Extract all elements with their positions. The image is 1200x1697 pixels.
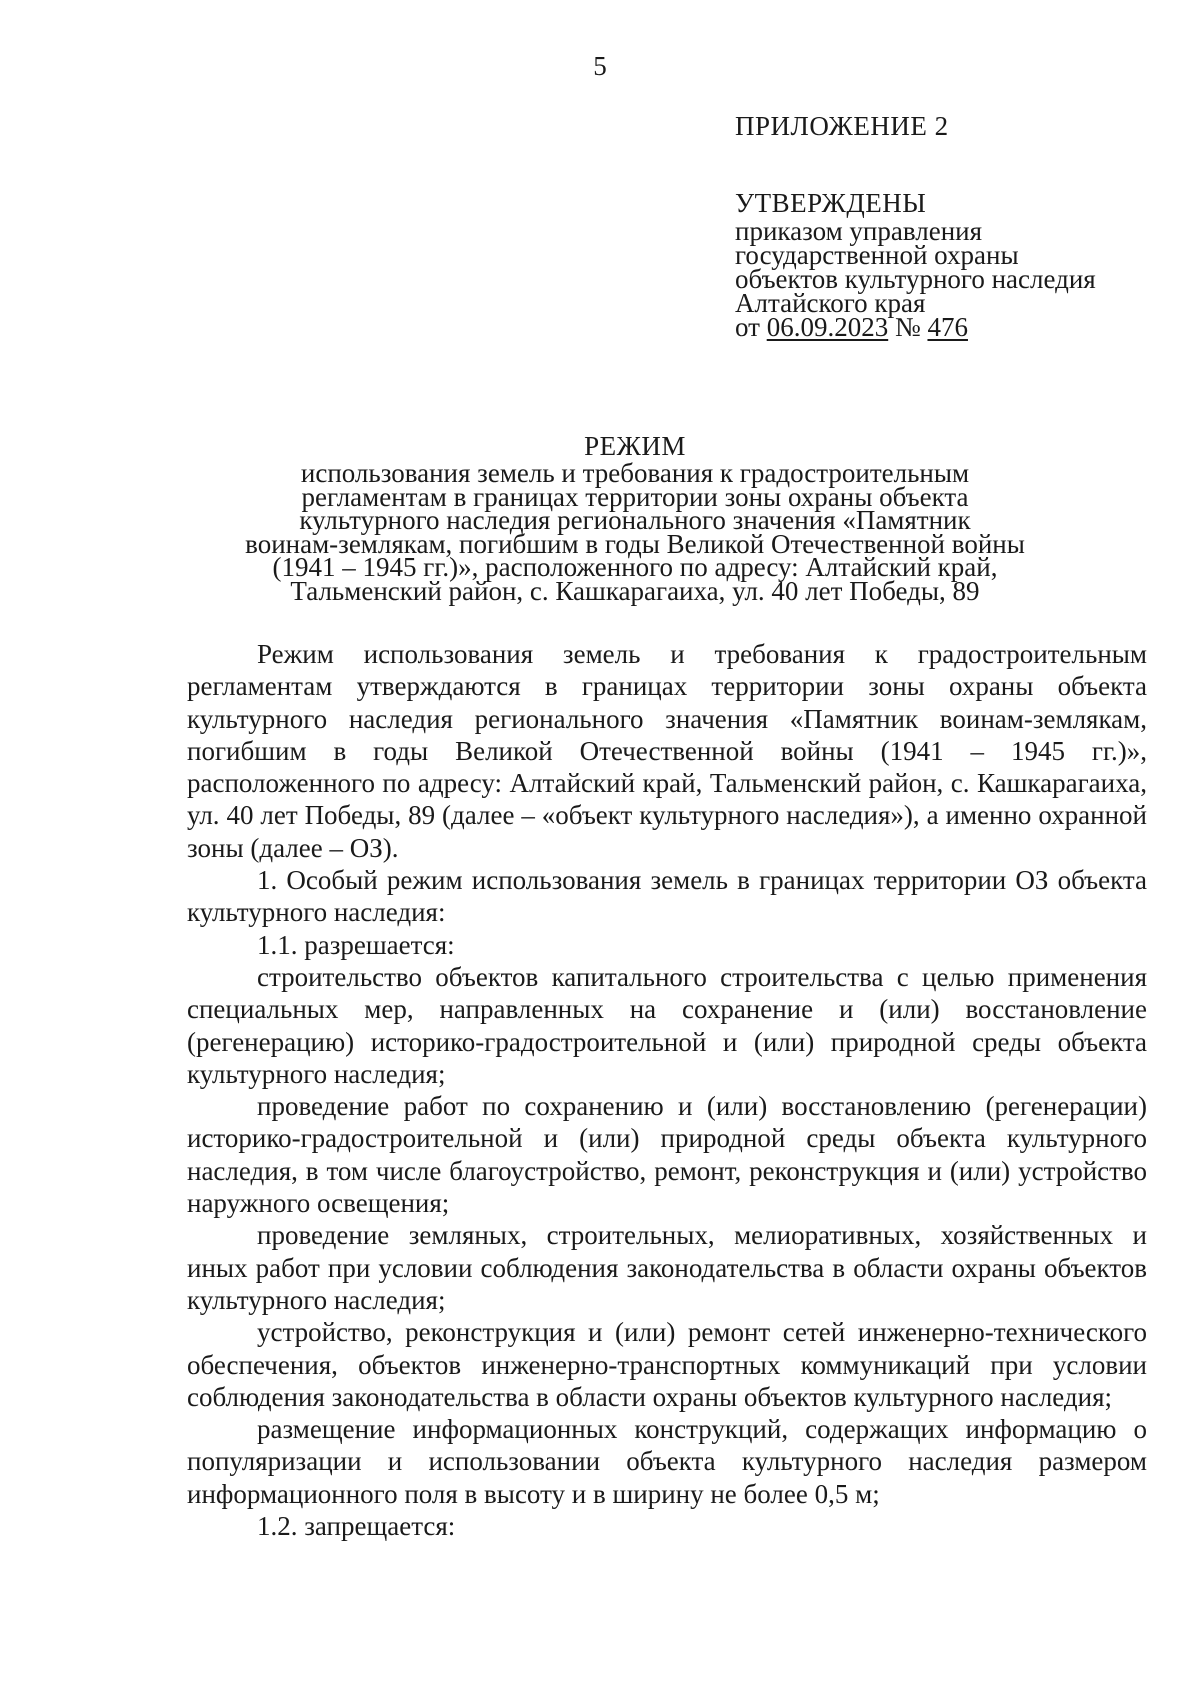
- section-1-paragraph: 1. Особый режим использования земель в границах территории ОЗ объекта культурного наследия:: [187, 865, 1147, 928]
- title-line: (1941 – 1945 гг.)», расположенного по адресу: Алтайский край,: [272, 552, 998, 582]
- allowed-item: устройство, реконструкция и (или) ремонт сетей инженерно-технического обеспечения, объектов инженерно-транспортных коммуникаций при условии соблюдения законодательства в области охраны объектов культурного наследия;: [187, 1317, 1147, 1412]
- date-prefix: от: [735, 312, 760, 342]
- intro-paragraph: Режим использования земель и требования к градостроительным регламентам утверждаются в границах территории зоны охраны объекта культурного наследия регионального значения «Памятник воинам-землякам, погибшим в годы Великой Отечественной войны (1941 – 1945 гг.)», расположенного по адресу: Алтайский край, Тальменский район, с. Кашкарагаиха, ул. 40 лет Победы, 89 (далее – «объект культурного наследия»), а именно охранной зоны (далее – ОЗ).: [187, 639, 1147, 863]
- section-1-1-heading: 1.1. разрешается:: [257, 929, 455, 960]
- number-sign: №: [894, 312, 921, 342]
- allowed-item: строительство объектов капитального строительства с целью применения специальных мер, направленных на сохранение и (или) восстановление (регенерацию) историко-градостроительной и (или) природной среды объекта культурного наследия;: [187, 961, 1147, 1089]
- approval-date-line: [735, 312, 1175, 342]
- document-body: [187, 638, 1147, 1542]
- approval-line: государственной охраны: [735, 240, 1019, 270]
- approval-line: приказом управления: [735, 216, 983, 246]
- approval-line: Алтайского края: [735, 288, 926, 318]
- title-heading: РЕЖИМ: [584, 431, 686, 461]
- title-line: культурного наследия регионального значения «Памятник: [299, 505, 971, 535]
- allowed-item: проведение земляных, строительных, мелиоративных, хозяйственных и иных работ при условии соблюдения законодательства в области охраны объектов культурного наследия;: [187, 1220, 1147, 1315]
- approval-date: 06.09.2023: [766, 312, 889, 342]
- allowed-item: размещение информационных конструкций, содержащих информацию о популяризации и использовании объекта культурного наследия размером информационного поля в высоту и в ширину не более 0,5 м;: [187, 1414, 1147, 1509]
- appendix-label: ПРИЛОЖЕНИЕ 2: [735, 111, 949, 141]
- approved-title: УТВЕРЖДЕНЫ: [735, 188, 927, 218]
- section-1-2-heading: 1.2. запрещается:: [257, 1511, 456, 1542]
- allowed-item: проведение работ по сохранению и (или) восстановлению (регенерации) историко-градостроительной и (или) природной среды объекта культурного наследия, в том числе благоустройство, ремонт, реконструкция и (или) устройство наружного освещения;: [187, 1091, 1147, 1219]
- approval-line: объектов культурного наследия: [735, 264, 1096, 294]
- order-number: 476: [927, 312, 968, 342]
- title-line: Тальменский район, с. Кашкарагаиха, ул. 40 лет Победы, 89: [290, 575, 980, 606]
- approval-block: [735, 110, 1175, 342]
- title-line: использования земель и требования к градостроительным: [300, 458, 970, 488]
- title-line: воинам-землякам, погибшим в годы Великой Отечественной войны: [245, 528, 1025, 559]
- page-number: 5: [593, 51, 607, 81]
- document-title: [150, 430, 1120, 606]
- title-line: регламентам в границах территории зоны охраны объекта: [301, 481, 969, 512]
